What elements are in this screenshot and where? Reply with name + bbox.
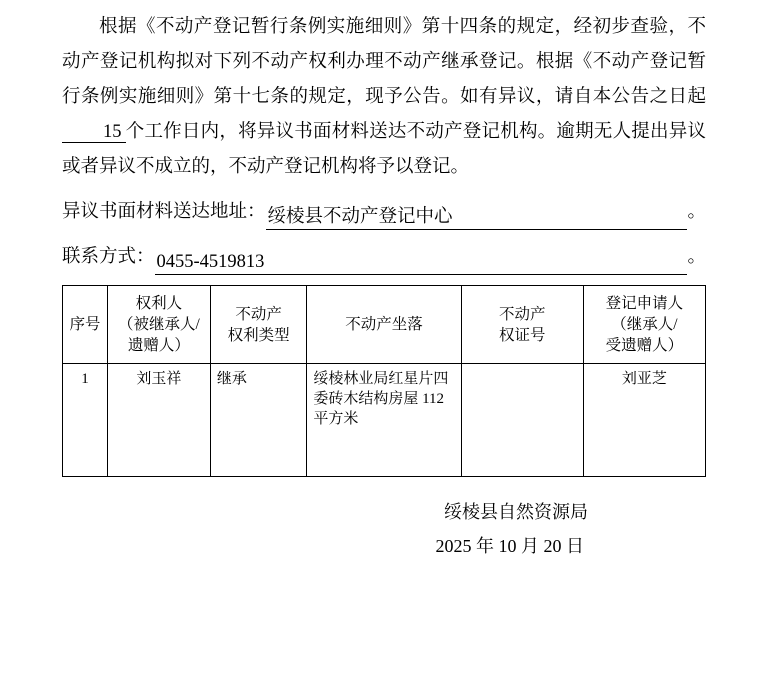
table-body (63, 364, 706, 477)
address-label: 异议书面材料送达地址： (62, 202, 266, 222)
column-header-owner (108, 286, 211, 364)
cell-location: 绥棱林业局红星片四委砖木结构房屋 112 平方米 (307, 364, 461, 477)
column-header-type-line-1: 不动产 (235, 305, 282, 323)
column-header-cert (461, 286, 583, 364)
column-header-type (210, 286, 306, 364)
address-period: 。 (687, 202, 706, 222)
column-header-location (307, 286, 461, 364)
column-header-type-line-2: 权利类型 (227, 326, 290, 344)
column-header-cert-line-1: 不动产 (498, 305, 546, 323)
column-header-seq-line-1: 序号 (69, 316, 101, 333)
table-header (63, 286, 706, 364)
notice-days-blank: 15 (62, 122, 126, 143)
cell-type: 继承 (210, 364, 306, 477)
table-row (63, 364, 706, 477)
column-header-applicant-line-3: 受遗赠人） (605, 337, 684, 354)
column-header-applicant-line-2: （继承人/ (611, 316, 678, 333)
notice-text-part-2: 个工作日内，将异议书面材料送达不动产登记机构。逾期无人提出异议或者异议不成立的，不动产登记机构将予以登记。 (62, 122, 706, 177)
issuer-signature: 绥棱县自然资源局 (444, 502, 588, 522)
column-header-owner-line-3: 遗赠人） (127, 337, 190, 354)
notice-paragraph (62, 10, 706, 185)
cell-cert (461, 364, 583, 477)
column-header-applicant (583, 286, 705, 364)
issue-date: 2025 年 10 月 20 日 (435, 536, 584, 556)
column-header-location-line-1: 不动产坐落 (345, 316, 423, 333)
column-header-owner-line-2: （被继承人/ (118, 316, 200, 333)
notice-text-part-1: 根据《不动产登记暂行条例实施细则》第十四条的规定，经初步查验，不动产登记机构拟对下列不动产权利办理不动产继承登记。根据《不动产登记暂行条例实施细则》第十七条的规定，现予公告。如有异议，请自本公告之日起 (62, 17, 706, 107)
column-header-seq (63, 286, 108, 364)
column-header-cert-line-2: 权证号 (498, 326, 546, 344)
address-value: 绥棱县不动产登记中心 (266, 206, 688, 230)
spacer-after-paragraph (62, 185, 706, 195)
spacer-between-fields (62, 230, 706, 240)
contact-period: 。 (687, 247, 706, 267)
contact-line (62, 240, 706, 275)
registration-table (62, 285, 706, 477)
column-header-applicant-line-1: 登记申请人 (605, 295, 684, 312)
cell-applicant: 刘亚芝 (583, 364, 705, 477)
table-header-row (63, 286, 706, 364)
column-header-owner-line-1: 权利人 (135, 295, 183, 312)
notice-body (62, 10, 706, 185)
contact-label: 联系方式： (62, 247, 155, 267)
cell-owner: 刘玉祥 (108, 364, 211, 477)
contact-value: 0455-4519813 (155, 251, 688, 275)
cell-seq: 1 (63, 364, 108, 477)
address-line (62, 195, 706, 230)
